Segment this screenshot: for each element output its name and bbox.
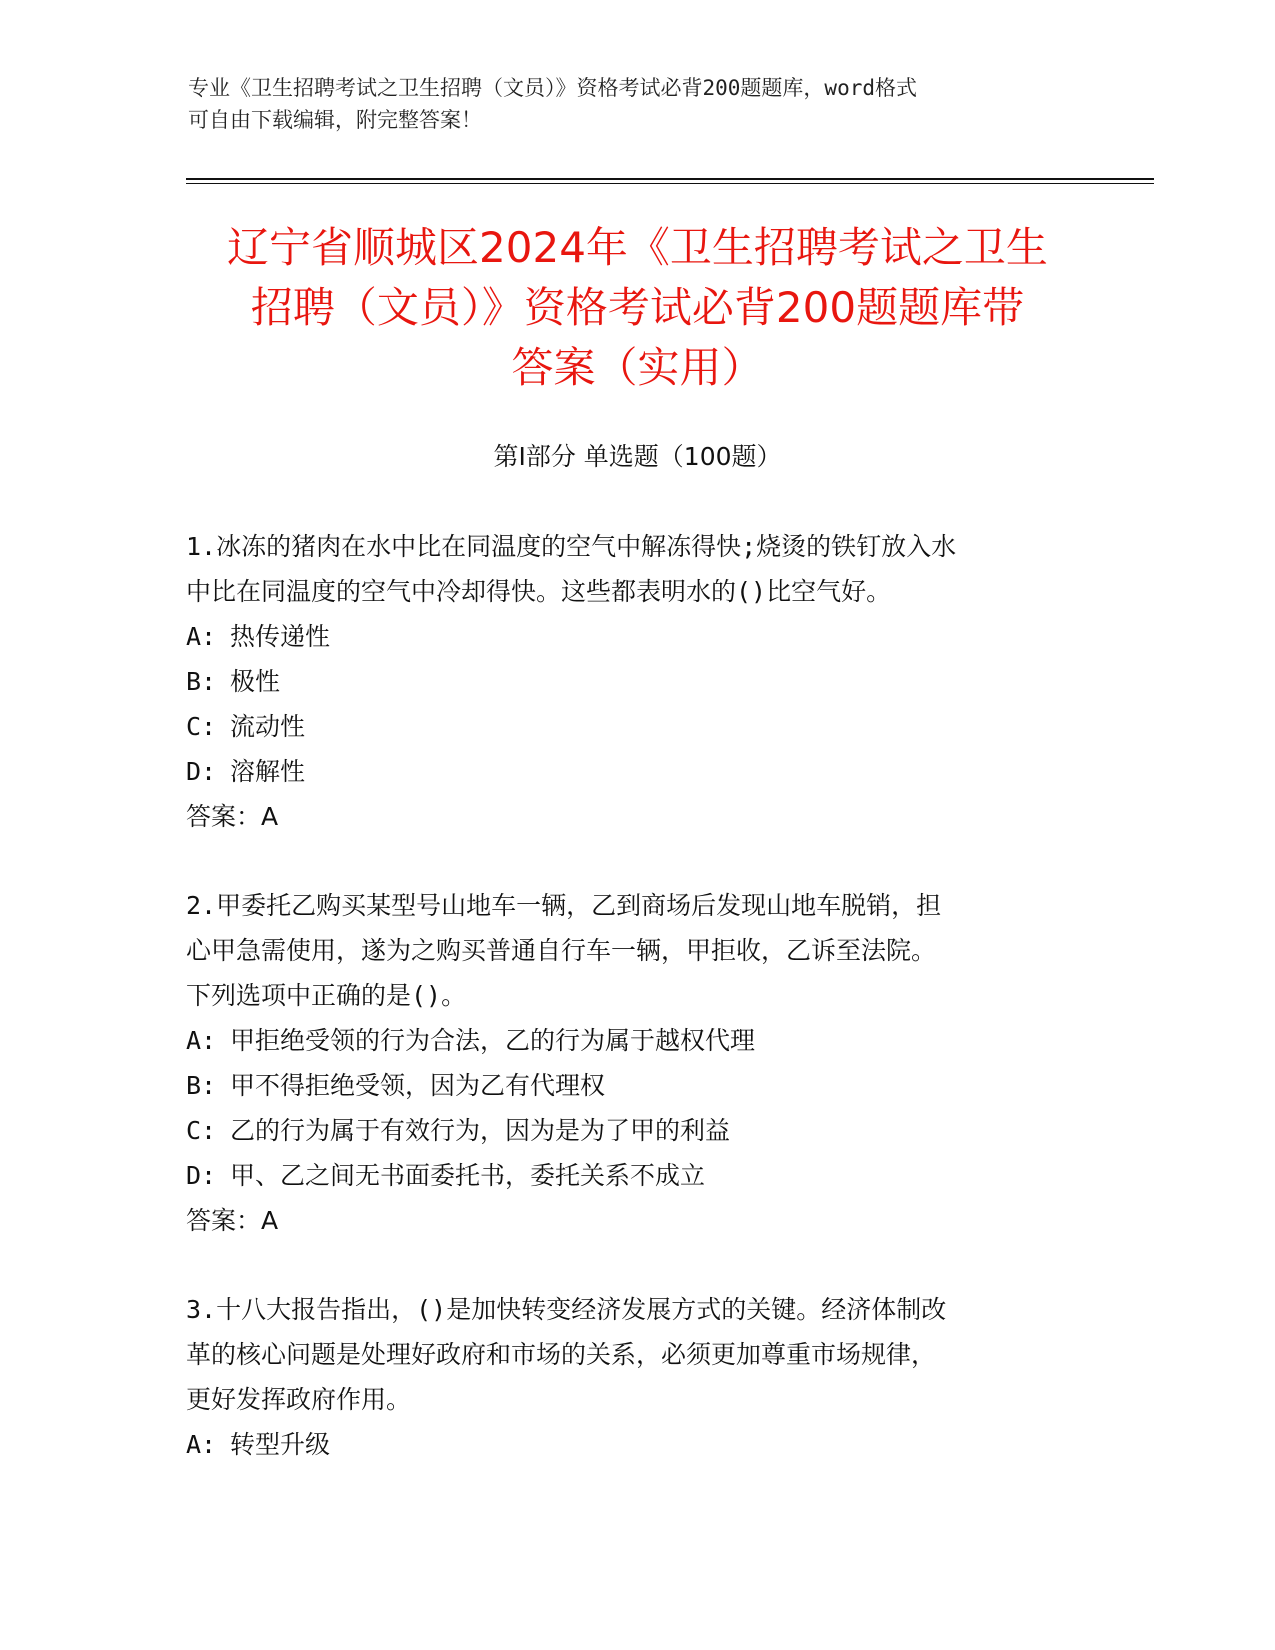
question-stem-line: 2.甲委托乙购买某型号山地车一辆，乙到商场后发现山地车脱销，担 — [186, 891, 942, 920]
option-text: 甲、乙之间无书面委托书，委托关系不成立 — [230, 1161, 706, 1190]
option-text: 溶解性 — [230, 757, 306, 786]
option-key: B: — [186, 667, 217, 696]
option-key: A: — [186, 1026, 217, 1055]
question-stem-line: 3.十八大报告指出，()是加快转变经济发展方式的关键。经济体制改 — [186, 1295, 947, 1324]
option-c — [186, 1108, 1066, 1153]
header-note — [188, 72, 1088, 136]
question-stem-line: 更好发挥政府作用。 — [186, 1385, 412, 1414]
option-text: 甲拒绝受领的行为合法，乙的行为属于越权代理 — [230, 1026, 756, 1055]
question-stem-line: 中比在同温度的空气中冷却得快。这些都表明水的()比空气好。 — [186, 577, 892, 606]
option-d — [186, 1153, 1066, 1198]
document-title-line3: 答案（实用） — [511, 343, 764, 392]
question-3 — [186, 1287, 1066, 1467]
header-divider-thin — [186, 183, 1154, 184]
section-title: 第Ⅰ部分 单选题（100题） — [493, 442, 782, 471]
option-a — [186, 614, 1066, 659]
question-stem-line: 1.冰冻的猪肉在水中比在同温度的空气中解冻得快;烧烫的铁钉放入水 — [186, 532, 957, 561]
option-key: A: — [186, 622, 217, 651]
question-1 — [186, 524, 1066, 839]
question-2 — [186, 883, 1066, 1243]
answer-line: 答案：A — [186, 1206, 279, 1235]
option-b — [186, 1063, 1066, 1108]
option-a — [186, 1422, 1066, 1467]
question-stem-line: 下列选项中正确的是()。 — [186, 981, 467, 1010]
option-key: B: — [186, 1071, 217, 1100]
question-stem — [186, 1287, 1066, 1422]
header-note-line2: 可自由下载编辑，附完整答案！ — [188, 108, 482, 132]
option-b — [186, 659, 1066, 704]
document-title-line2: 招聘（文员）》资格考试必背200题题库带 — [250, 283, 1025, 332]
option-text: 转型升级 — [230, 1430, 331, 1459]
header-note-line1: 专业《卫生招聘考试之卫生招聘（文员）》资格考试必背200题题库，word格式 — [188, 76, 917, 100]
document-title-line1: 辽宁省顺城区2024年《卫生招聘考试之卫生 — [227, 223, 1048, 272]
question-stem-line: 革的核心问题是处理好政府和市场的关系，必须更加尊重市场规律， — [186, 1340, 937, 1369]
question-stem-line: 心甲急需使用，遂为之购买普通自行车一辆，甲拒收，乙诉至法院。 — [186, 936, 937, 965]
question-stem — [186, 883, 1066, 1018]
question-stem — [186, 524, 1066, 614]
option-a — [186, 1018, 1066, 1063]
answer-line: 答案：A — [186, 802, 279, 831]
option-key: C: — [186, 1116, 217, 1145]
option-key: C: — [186, 712, 217, 741]
option-d — [186, 749, 1066, 794]
question-list — [186, 524, 1066, 1511]
header-divider-thick — [186, 178, 1154, 180]
option-text: 极性 — [230, 667, 281, 696]
option-key: A: — [186, 1430, 217, 1459]
option-text: 流动性 — [230, 712, 306, 741]
option-key: D: — [186, 1161, 217, 1190]
option-key: D: — [186, 757, 217, 786]
document-title — [150, 218, 1125, 398]
option-text: 甲不得拒绝受领，因为乙有代理权 — [230, 1071, 606, 1100]
option-text: 乙的行为属于有效行为，因为是为了甲的利益 — [230, 1116, 731, 1145]
option-c — [186, 704, 1066, 749]
option-text: 热传递性 — [230, 622, 331, 651]
